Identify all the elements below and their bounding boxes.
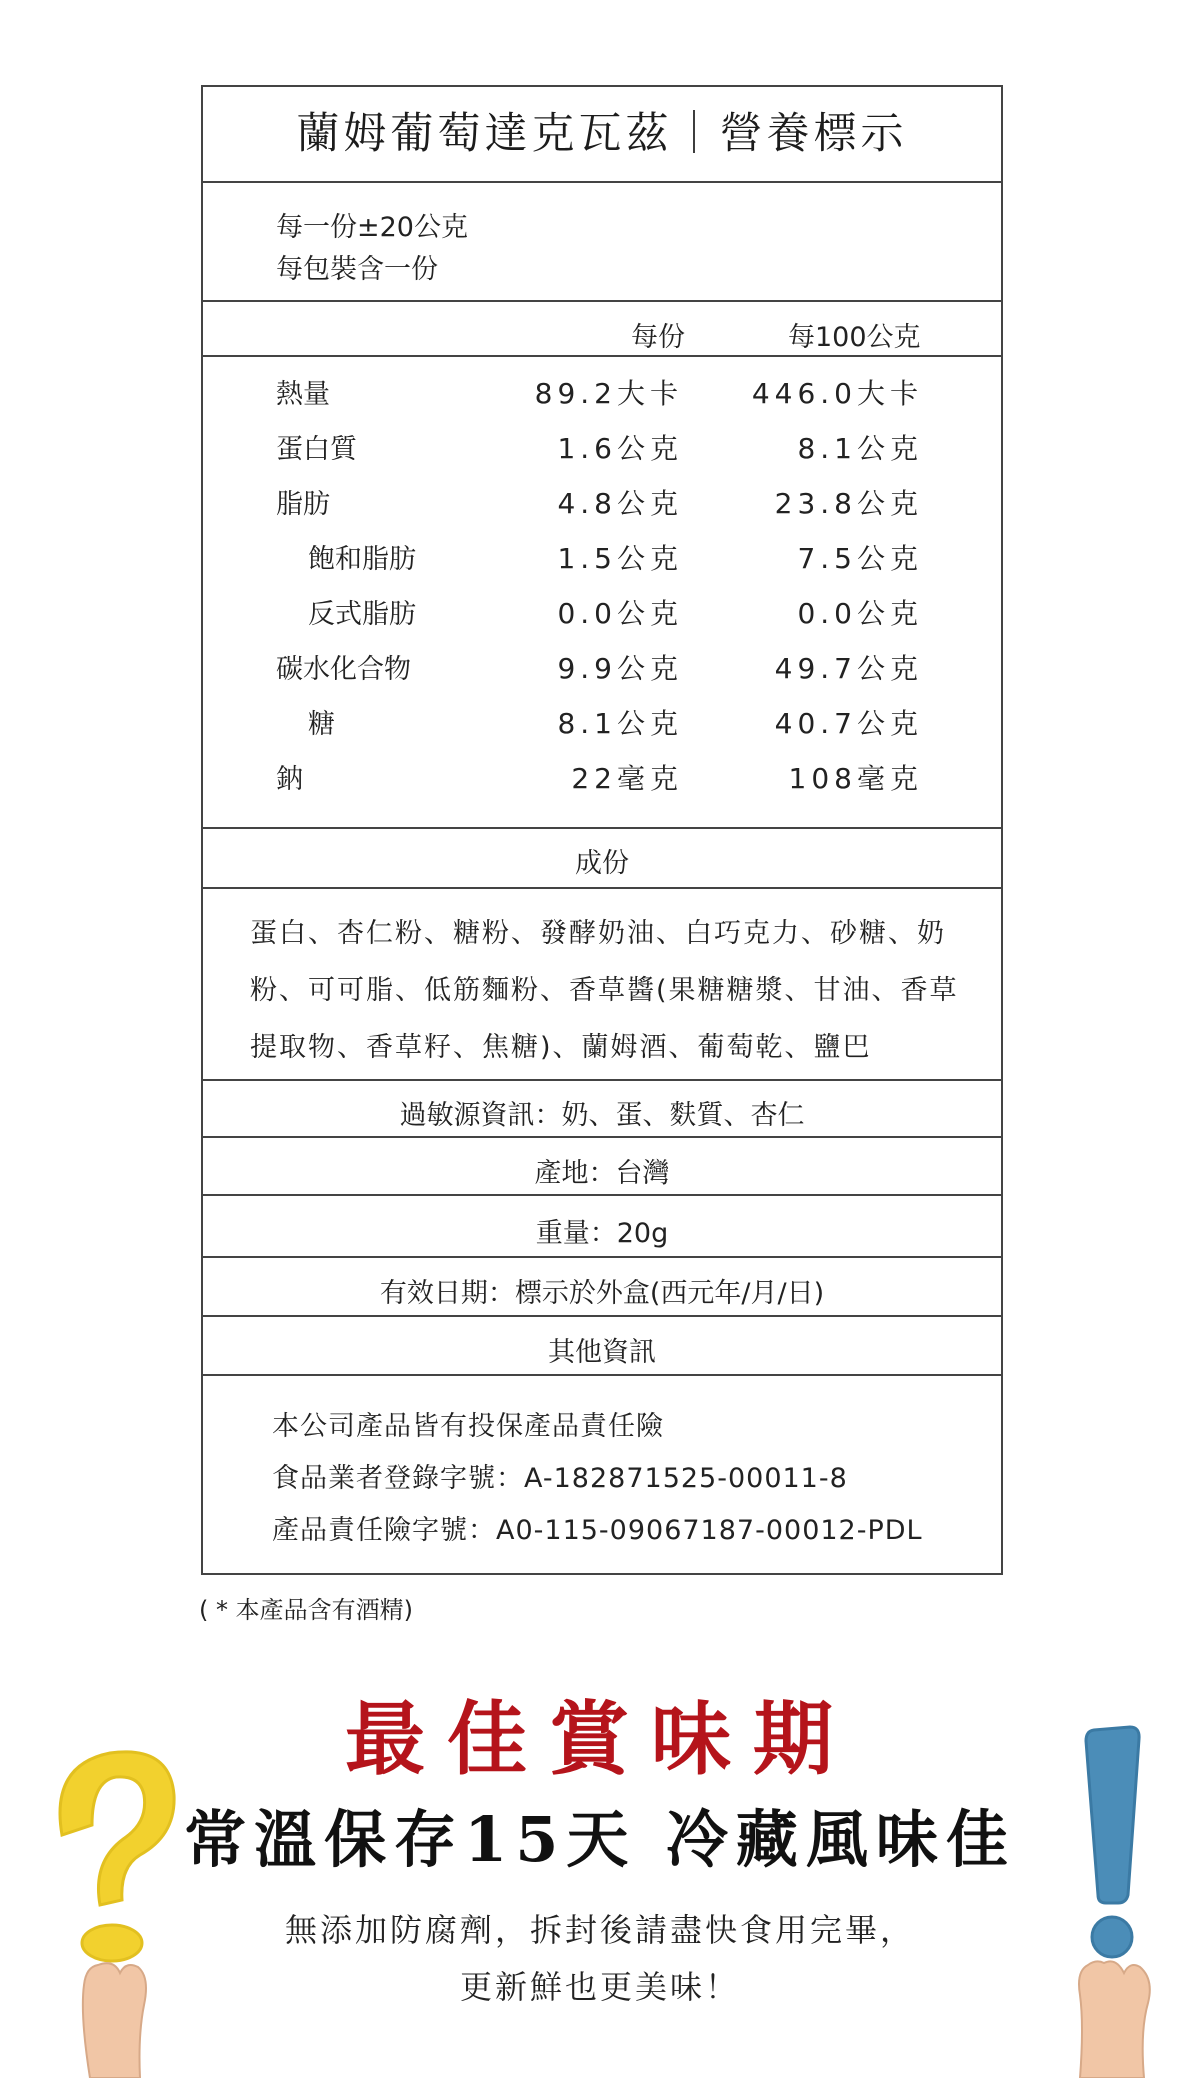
other-info-line: 本公司產品皆有投保產品責任險 <box>272 1411 664 1442</box>
divider <box>203 1256 1001 1258</box>
per-100g-value: 7.5公克 <box>797 542 923 575</box>
col-per-serving: 每份 <box>631 322 685 353</box>
divider <box>203 1194 1001 1196</box>
alcohol-note: ( * 本產品含有酒精) <box>199 1596 413 1624</box>
best-before-title: 最佳賞味期 <box>345 1692 855 1786</box>
per-100g-value: 23.8公克 <box>774 487 923 520</box>
ingredients-line: 提取物、香草籽、焦糖)、蘭姆酒、葡萄乾、鹽巴 <box>250 1032 872 1063</box>
storage-info: 常溫保存15天 冷藏風味佳 <box>184 1803 1016 1876</box>
nutrient-name: 鈉 <box>276 764 303 795</box>
divider <box>203 355 1001 357</box>
other-heading: 其他資訊 <box>548 1337 656 1368</box>
divider <box>203 300 1001 302</box>
tagline-line: 更新鮮也更美味！ <box>459 1968 740 2006</box>
nutrient-name: 糖 <box>308 709 335 740</box>
weight: 重量：20g <box>535 1218 669 1249</box>
per-100g-value: 446.0大卡 <box>751 377 923 410</box>
ingredients-heading: 成份 <box>575 848 629 879</box>
label-title: 蘭姆葡萄達克瓦茲｜營養標示 <box>296 109 908 159</box>
nutrition-label <box>201 85 1003 1575</box>
per-100g-value: 0.0公克 <box>797 597 923 630</box>
expiry: 有效日期：標示於外盒(西元年/月/日) <box>379 1278 825 1309</box>
nutrient-name: 熱量 <box>276 379 330 410</box>
other-info-line: 食品業者登錄字號：A-182871525-00011-8 <box>272 1463 848 1494</box>
servings-per-pack: 每包裝含一份 <box>276 254 438 285</box>
divider <box>203 1136 1001 1138</box>
per-100g-value: 40.7公克 <box>774 707 923 740</box>
per-serving-value: 1.6公克 <box>557 432 683 465</box>
ingredients-line: 粉、可可脂、低筋麵粉、香草醬(果糖糖漿、甘油、香草 <box>250 975 959 1006</box>
nutrient-name: 蛋白質 <box>276 434 357 465</box>
per-serving-value: 4.8公克 <box>557 487 683 520</box>
other-info-line: 產品責任險字號：A0-115-09067187-00012-PDL <box>272 1515 923 1546</box>
divider <box>203 887 1001 889</box>
per-serving-value: 8.1公克 <box>557 707 683 740</box>
nutrient-name: 反式脂肪 <box>308 599 416 630</box>
ingredients-line: 蛋白、杏仁粉、糖粉、發酵奶油、白巧克力、砂糖、奶 <box>250 918 946 949</box>
per-serving-value: 9.9公克 <box>557 652 683 685</box>
allergens: 過敏源資訊：奶、蛋、麩質、杏仁 <box>399 1100 805 1131</box>
tagline-line: 無添加防腐劑，拆封後請盡快食用完畢， <box>284 1911 915 1949</box>
divider <box>203 827 1001 829</box>
origin: 產地：台灣 <box>534 1158 670 1189</box>
per-serving-value: 22毫克 <box>571 762 683 795</box>
divider <box>203 1374 1001 1376</box>
per-100g-value: 49.7公克 <box>774 652 923 685</box>
per-100g-value: 8.1公克 <box>797 432 923 465</box>
serving-size: 每一份±20公克 <box>276 212 468 243</box>
nutrient-name: 飽和脂肪 <box>308 544 416 575</box>
divider <box>203 181 1001 183</box>
question-mark-icon <box>40 1715 190 2078</box>
per-serving-value: 89.2大卡 <box>534 377 683 410</box>
per-serving-value: 0.0公克 <box>557 597 683 630</box>
exclamation-mark-icon <box>1040 1715 1180 2078</box>
col-per-100g: 每100公克 <box>788 322 921 353</box>
divider <box>203 1079 1001 1081</box>
divider <box>203 1315 1001 1317</box>
per-serving-value: 1.5公克 <box>557 542 683 575</box>
nutrient-name: 脂肪 <box>276 489 330 520</box>
per-100g-value: 108毫克 <box>788 762 923 795</box>
nutrient-name: 碳水化合物 <box>276 654 411 685</box>
